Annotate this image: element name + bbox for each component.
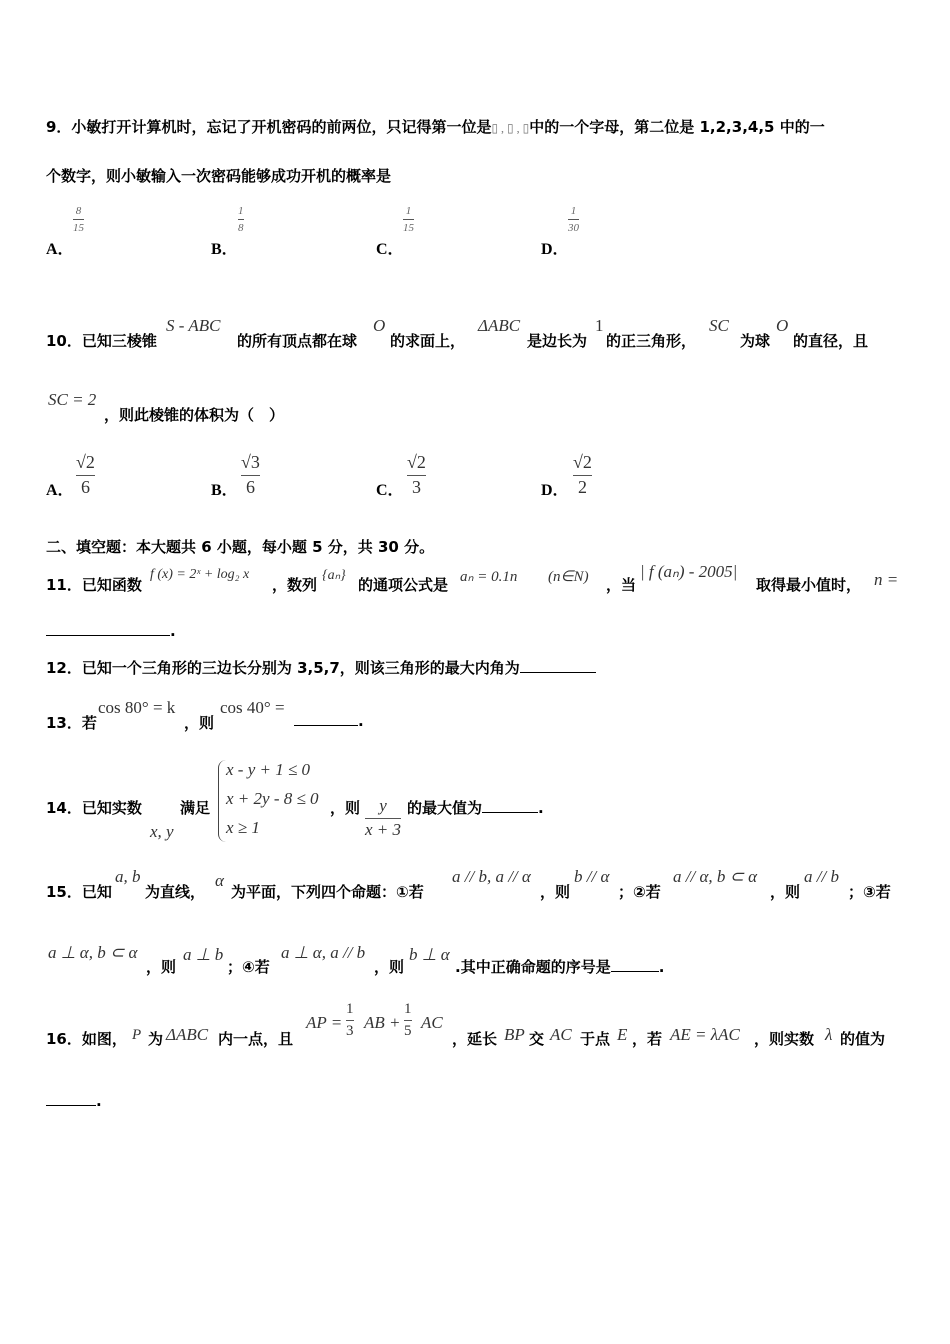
q16-math-ac2: AC: [550, 1025, 572, 1044]
q10-math-o: O: [373, 316, 386, 335]
q14-answer-line: [407, 797, 544, 818]
q9-option-c-fraction: [403, 205, 414, 234]
q10-math-triangle: ΔABC: [478, 316, 521, 335]
q11-math-n-in-n: (n∈N): [548, 569, 589, 585]
q14-answer-blank[interactable]: [482, 812, 538, 813]
q10-option-a-fraction: [76, 453, 95, 498]
q13-text-2: ，则: [184, 714, 215, 732]
q10-text-8: ，则此棱锥的体积为（ ）: [104, 406, 285, 424]
q15-end: .: [658, 958, 665, 976]
q10-text-2: 的所有顶点都在球: [237, 332, 358, 350]
q11-answer-blank[interactable]: [46, 635, 170, 636]
q16-text-1: 16．如图，: [46, 1030, 127, 1048]
q13-text-1: 13．若: [46, 714, 97, 732]
q11-text-1: 11．已知函数: [46, 576, 142, 594]
q15-text-2: 为直线，: [145, 883, 206, 901]
q15-math-cond3: a ⊥ α, b ⊂ α: [48, 943, 138, 962]
q9-option-b-label: B．: [211, 241, 238, 258]
q14-constraint-1: x - y + 1 ≤ 0: [226, 760, 311, 779]
q9-line1: [46, 116, 825, 137]
q16-fraction-2: [404, 1001, 412, 1039]
q10-option-c-num: √2: [407, 452, 426, 472]
q15-math-cond4: a ⊥ α, a // b: [281, 943, 366, 962]
q13-end: .: [358, 712, 364, 730]
q10-option-d-label: D．: [541, 482, 569, 499]
q10-text-1: 10．已知三棱锥: [46, 332, 157, 350]
q14-constraint-2: x + 2y - 8 ≤ 0: [226, 789, 319, 808]
q10-option-b-fraction: [241, 453, 260, 498]
q10-math-sc: SC: [709, 316, 729, 335]
q12-line: [46, 657, 596, 678]
q16-text-9: 的值为: [840, 1030, 886, 1048]
q14-end: .: [538, 799, 544, 817]
q16-math-e: E: [617, 1025, 628, 1044]
q15-text-6: ，则: [770, 883, 801, 901]
q15-math-cond1: a // b, a // α: [452, 867, 531, 886]
q9-option-a-num: 8: [75, 205, 82, 217]
q11-end: .: [170, 622, 176, 640]
q9-option-b-fraction: [238, 205, 244, 234]
q11-text-2: ，数列: [272, 576, 318, 594]
q15-answer-line: [455, 956, 664, 977]
q11-text-5: 取得最小值时，: [756, 576, 862, 594]
q9-option-d-label: D．: [541, 241, 569, 258]
q16-math-ae: AE = λAC: [670, 1025, 740, 1044]
q15-text-5: ；②若: [618, 883, 661, 901]
q14-frac-den: x + 3: [365, 819, 402, 839]
q10-math-1: 1: [595, 316, 604, 335]
q9-option-c-num: 1: [405, 205, 412, 217]
q14-fraction: [365, 797, 401, 839]
q10-option-b-den: 6: [245, 476, 255, 497]
q15-math-ab: a, b: [115, 867, 141, 886]
q11-math-an: aₙ = 0.1n: [460, 569, 518, 585]
q16-math-ab: AB +: [364, 1013, 401, 1032]
q16-text-5: 交: [529, 1030, 545, 1048]
q16-text-3: 内一点，且: [218, 1030, 294, 1048]
q9-option-c-den: 15: [403, 222, 414, 235]
q14-math-vars: x, y: [150, 822, 174, 841]
q13-answer-blank[interactable]: [294, 725, 358, 726]
q11-text-4: ，当: [606, 576, 637, 594]
q15-text-1: 15．已知: [46, 883, 112, 901]
q16-frac1-num: 1: [346, 1001, 354, 1017]
q10-text-4: 是边长为: [527, 332, 588, 350]
q14-text-2: 满足: [180, 799, 211, 817]
q9-option-b-num: 1: [238, 205, 244, 217]
q16-text-6: 于点: [580, 1030, 611, 1048]
q15-text-11: .其中正确命题的序号是: [455, 958, 611, 976]
q14-text-4: 的最大值为: [407, 799, 483, 817]
q15-text-7: ；③若: [848, 883, 891, 901]
q10-option-a-den: 6: [80, 476, 90, 497]
q16-math-ap: AP =: [306, 1013, 343, 1032]
q10-math-o2: O: [776, 316, 789, 335]
q9-option-d-fraction: [568, 205, 579, 234]
q9-option-a-fraction: [73, 205, 84, 234]
q13-answer-line: [294, 712, 364, 730]
q16-answer-blank[interactable]: [46, 1105, 96, 1106]
q14-text-3: ，则: [330, 799, 361, 817]
q13-math-cos80: cos 80° = k: [98, 698, 176, 717]
q9-option-d-den: 30: [568, 222, 579, 235]
q16-answer-line: [46, 1092, 102, 1110]
q11-answer-line: [46, 622, 176, 640]
q15-math-concl4: b ⊥ α: [409, 945, 450, 964]
q9-option-a-label: A．: [46, 241, 74, 258]
q10-option-a-num: √2: [76, 452, 95, 472]
q10-text-6: 为球: [740, 332, 771, 350]
q11-math-function: f (x) = 2ˣ + log₂ x: [150, 567, 250, 582]
q16-fraction-1: [346, 1001, 354, 1039]
q15-math-concl2: a // b: [804, 867, 839, 886]
q9-text-1: 9．小敏打开计算机时，忘记了开机密码的前两位，只记得第一位是: [46, 118, 492, 136]
q16-frac2-den: 5: [404, 1022, 412, 1039]
q9-option-b-den: 8: [238, 222, 244, 235]
q10-text-3: 的求面上，: [390, 332, 466, 350]
q12-answer-blank[interactable]: [520, 672, 596, 673]
q9-option-a-den: 15: [73, 222, 84, 235]
q15-text-4: ，则: [540, 883, 571, 901]
q16-math-p: P: [132, 1027, 142, 1043]
q12-text: 12．已知一个三角形的三边长分别为 3,5,7，则该三角形的最大内角为: [46, 659, 520, 677]
q11-text-3: 的通项公式是: [358, 576, 449, 594]
q16-text-8: ，则实数: [754, 1030, 815, 1048]
q10-option-b-num: √3: [241, 452, 260, 472]
q16-text-2: 为: [148, 1030, 164, 1048]
q10-math-sc2: SC = 2: [48, 390, 97, 409]
q16-end: .: [96, 1092, 102, 1110]
q11-math-n: n =: [874, 570, 899, 589]
q16-math-bp: BP: [504, 1025, 525, 1044]
q16-frac2-num: 1: [404, 1001, 412, 1017]
q16-math-triangle: ΔABC: [166, 1025, 209, 1044]
q16-text-7: ，若: [632, 1030, 663, 1048]
q16-math-lambda: λ: [825, 1025, 833, 1044]
q14-frac-num: y: [379, 796, 387, 815]
q10-option-c-den: 3: [411, 476, 421, 497]
q10-text-7: 的直径，且: [793, 332, 869, 350]
q16-frac1-den: 3: [346, 1022, 354, 1039]
q9-line2: 个数字，则小敏输入一次密码能够成功开机的概率是: [46, 167, 392, 185]
q9-option-c-label: C．: [376, 241, 404, 258]
q10-option-d-num: √2: [573, 452, 592, 472]
q9-text-2: 中的一个字母，第二位是 1,2,3,4,5 中的一: [529, 118, 825, 136]
q10-option-a-label: A．: [46, 482, 74, 499]
q16-math-ac: AC: [421, 1013, 443, 1032]
q15-answer-blank[interactable]: [611, 971, 659, 972]
q15-text-8: ，则: [146, 958, 177, 976]
q15-math-concl1: b // α: [574, 867, 610, 886]
q9-letters: ▯ , ▯ , ▯: [491, 121, 530, 135]
q15-math-alpha: α: [215, 871, 224, 890]
q14-text-1: 14．已知实数: [46, 799, 142, 817]
q10-option-c-fraction: [407, 453, 426, 498]
q15-math-concl3: a ⊥ b: [183, 945, 224, 964]
q9-option-d-num: 1: [570, 205, 577, 217]
q10-option-c-label: C．: [376, 482, 404, 499]
q15-text-9: ；④若: [227, 958, 270, 976]
q15-math-cond2: a // α, b ⊂ α: [673, 867, 758, 886]
q16-text-4: ，延长: [452, 1030, 498, 1048]
q11-math-sequence: {aₙ}: [322, 568, 346, 583]
q10-option-d-den: 2: [577, 476, 587, 497]
q10-text-5: 的正三角形，: [606, 332, 697, 350]
q13-math-cos40: cos 40° =: [220, 698, 285, 717]
q10-math-s-abc: S - ABC: [166, 316, 221, 335]
q10-option-d-fraction: [573, 453, 592, 498]
q15-text-3: 为平面，下列四个命题：①若: [231, 883, 424, 901]
q14-constraint-3: x ≥ 1: [226, 818, 260, 837]
q11-math-abs: | f (aₙ) - 2005|: [640, 562, 738, 581]
q15-text-10: ，则: [374, 958, 405, 976]
section-2-heading: 二、填空题：本大题共 6 小题，每小题 5 分，共 30 分。: [46, 538, 435, 556]
q10-option-b-label: B．: [211, 482, 238, 499]
